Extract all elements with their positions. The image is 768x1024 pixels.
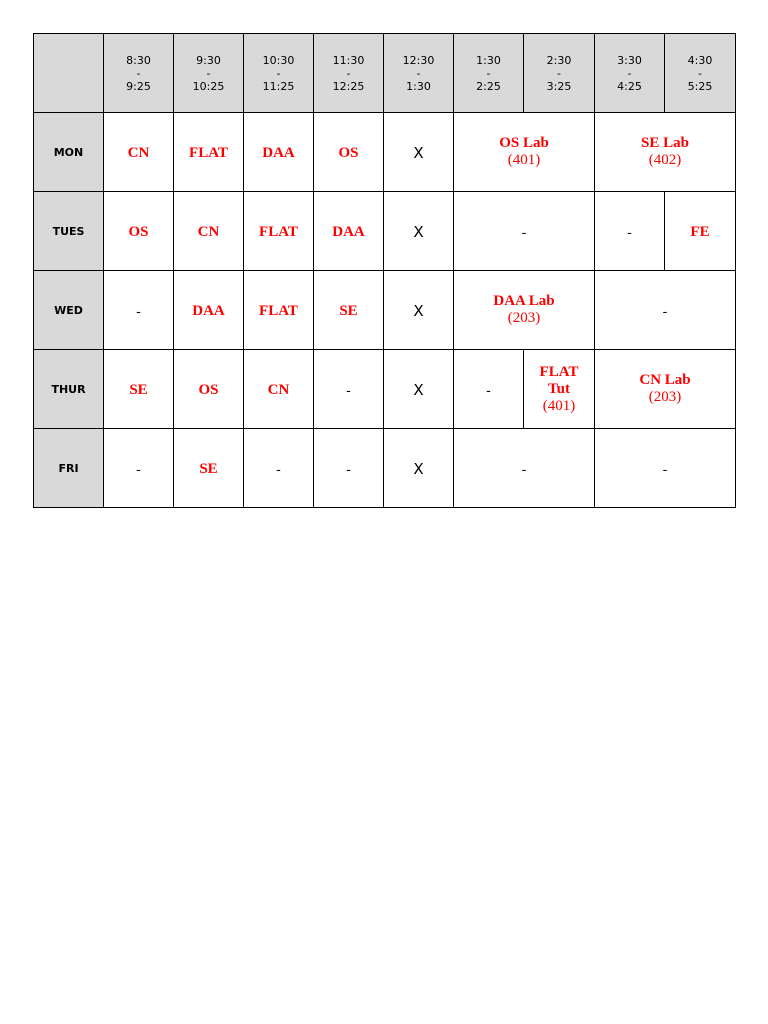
lab-cell: OS Lab (401)	[454, 113, 595, 192]
day-row-mon	[34, 113, 736, 192]
class-cell: FLAT	[244, 271, 314, 350]
class-cell: DAA	[174, 271, 244, 350]
break-cell	[384, 271, 454, 350]
time-slot-7: 2:30 - 3:25	[524, 34, 595, 113]
empty-cell: -	[454, 429, 595, 508]
class-cell: DAA	[314, 192, 384, 271]
corner-cell	[34, 34, 104, 113]
time-slot-6: 1:30 - 2:25	[454, 34, 524, 113]
class-cell: CN	[174, 192, 244, 271]
time-header-row	[34, 34, 736, 113]
empty-cell: -	[104, 429, 174, 508]
day-row-tues	[34, 192, 736, 271]
empty-cell: -	[454, 192, 595, 271]
break-cell	[384, 192, 454, 271]
time-slot-4: 11:30 - 12:25	[314, 34, 384, 113]
day-row-thur	[34, 350, 736, 429]
class-cell: CN	[244, 350, 314, 429]
class-cell: DAA	[244, 113, 314, 192]
class-cell: SE	[314, 271, 384, 350]
break-marker: X	[413, 143, 424, 162]
time-slot-3: 10:30 - 11:25	[244, 34, 314, 113]
time-slot-5: 12:30 - 1:30	[384, 34, 454, 113]
break-cell	[384, 113, 454, 192]
day-label-wed: WED	[34, 271, 104, 350]
empty-cell: -	[454, 350, 524, 429]
class-cell: OS	[174, 350, 244, 429]
time-slot-1: 8:30 - 9:25	[104, 34, 174, 113]
lab-cell: SE Lab (402)	[595, 113, 736, 192]
lab-cell: DAA Lab (203)	[454, 271, 595, 350]
day-row-wed	[34, 271, 736, 350]
empty-cell: -	[314, 350, 384, 429]
day-row-fri	[34, 429, 736, 508]
break-marker: X	[413, 301, 424, 320]
break-marker: X	[413, 222, 424, 241]
break-marker: X	[413, 380, 424, 399]
class-cell: CN	[104, 113, 174, 192]
empty-cell: -	[244, 429, 314, 508]
day-label-mon: MON	[34, 113, 104, 192]
break-marker: X	[413, 459, 424, 478]
break-cell	[384, 429, 454, 508]
day-label-tues: TUES	[34, 192, 104, 271]
tutorial-cell: FLAT Tut (401)	[524, 350, 595, 429]
empty-cell: -	[595, 271, 736, 350]
empty-cell: -	[314, 429, 384, 508]
empty-cell: -	[595, 192, 665, 271]
timetable	[33, 33, 736, 508]
class-cell: SE	[104, 350, 174, 429]
class-cell: SE	[174, 429, 244, 508]
class-cell: OS	[314, 113, 384, 192]
class-cell: FLAT	[244, 192, 314, 271]
class-cell: FE	[665, 192, 736, 271]
lab-cell: CN Lab (203)	[595, 350, 736, 429]
class-cell: OS	[104, 192, 174, 271]
empty-cell: -	[104, 271, 174, 350]
break-cell	[384, 350, 454, 429]
class-cell: FLAT	[174, 113, 244, 192]
time-slot-9: 4:30 - 5:25	[665, 34, 736, 113]
day-label-thur: THUR	[34, 350, 104, 429]
empty-cell: -	[595, 429, 736, 508]
day-label-fri: FRI	[34, 429, 104, 508]
time-slot-8: 3:30 - 4:25	[595, 34, 665, 113]
time-slot-2: 9:30 - 10:25	[174, 34, 244, 113]
